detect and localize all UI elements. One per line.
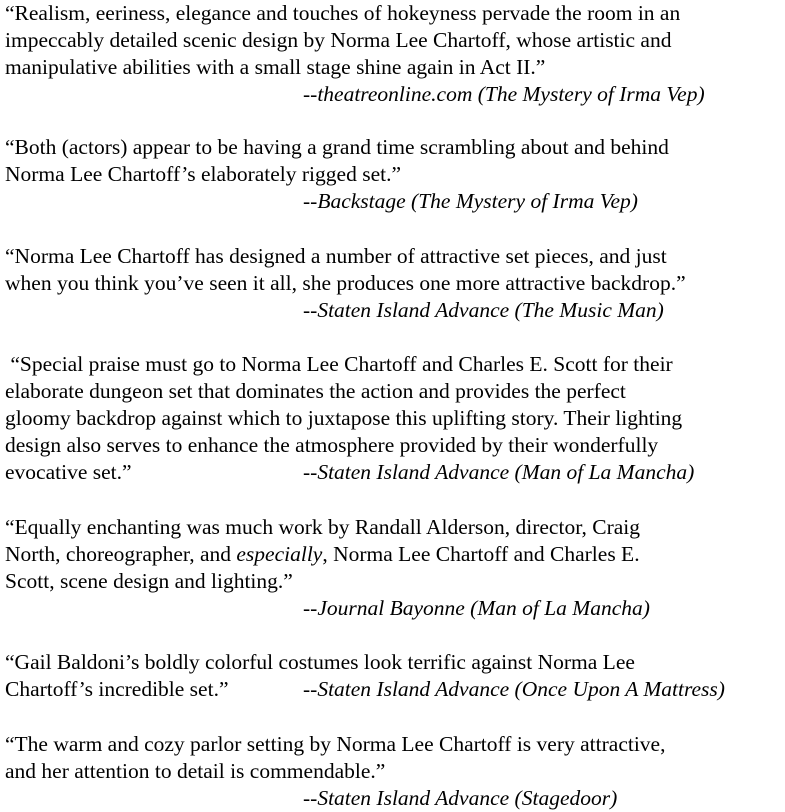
review-quote <box>5 731 785 812</box>
review-quote <box>5 649 785 703</box>
review-quote <box>5 243 785 324</box>
quote-line-with-attribution <box>5 676 785 703</box>
quote-attribution: --Journal Bayonne (Man of La Mancha) <box>303 596 650 620</box>
quote-line: Chartoff’s incredible set.” <box>5 677 229 701</box>
quote-line: Norma Lee Chartoff’s elaborately rigged set.” <box>5 162 401 186</box>
review-quote <box>5 514 785 622</box>
quote-line-with-attribution <box>5 459 785 486</box>
quote-attribution: --Backstage (The Mystery of Irma Vep) <box>303 189 638 213</box>
quote-line: and her attention to detail is commendable.” <box>5 759 386 783</box>
quote-line: “Equally enchanting was much work by Randall Alderson, director, Craig <box>5 515 641 539</box>
reviews-page <box>5 0 785 810</box>
quote-line: impeccably detailed scenic design by Norma Lee Chartoff, whose artistic and <box>5 28 672 52</box>
quote-line: “Norma Lee Chartoff has designed a number of attractive set pieces, and just <box>5 244 667 268</box>
quote-line: Scott, scene design and lighting.” <box>5 569 293 593</box>
quote-attribution: --theatreonline.com (The Mystery of Irma Vep) <box>303 82 705 106</box>
quote-line: design also serves to enhance the atmosphere provided by their wonderfully <box>5 433 659 457</box>
emphasis-text: especially <box>236 542 323 566</box>
quote-attribution: --Staten Island Advance (Stagedoor) <box>303 786 618 810</box>
quote-line <box>5 541 785 568</box>
review-quote <box>5 351 785 486</box>
review-quote <box>5 134 785 215</box>
quote-text: North, choreographer, and <box>5 542 237 566</box>
quote-line: “Both (actors) appear to be having a grand time scrambling about and behind <box>5 135 669 159</box>
quote-line: “Realism, eeriness, elegance and touches of hokeyness pervade the room in an <box>5 1 681 25</box>
quote-line: “The warm and cozy parlor setting by Norma Lee Chartoff is very attractive, <box>5 732 666 756</box>
quote-line: when you think you’ve seen it all, she produces one more attractive backdrop.” <box>5 271 686 295</box>
quote-line: “Gail Baldoni’s boldly colorful costumes look terrific against Norma Lee <box>5 650 635 674</box>
quote-attribution: --Staten Island Advance (The Music Man) <box>303 298 664 322</box>
quote-attribution: --Staten Island Advance (Once Upon A Mattress) <box>303 677 725 701</box>
quote-line: gloomy backdrop against which to juxtapose this uplifting story. Their lighting <box>5 406 683 430</box>
quote-line: evocative set.” <box>5 460 132 484</box>
quote-attribution: --Staten Island Advance (Man of La Mancha) <box>303 460 695 484</box>
quote-line: “Special praise must go to Norma Lee Chartoff and Charles E. Scott for their <box>5 352 673 376</box>
quote-line: manipulative abilities with a small stage shine again in Act II.” <box>5 55 546 79</box>
quote-line: elaborate dungeon set that dominates the action and provides the perfect <box>5 379 626 403</box>
quote-text: , Norma Lee Chartoff and Charles E. <box>322 542 640 566</box>
review-quote <box>5 0 785 108</box>
